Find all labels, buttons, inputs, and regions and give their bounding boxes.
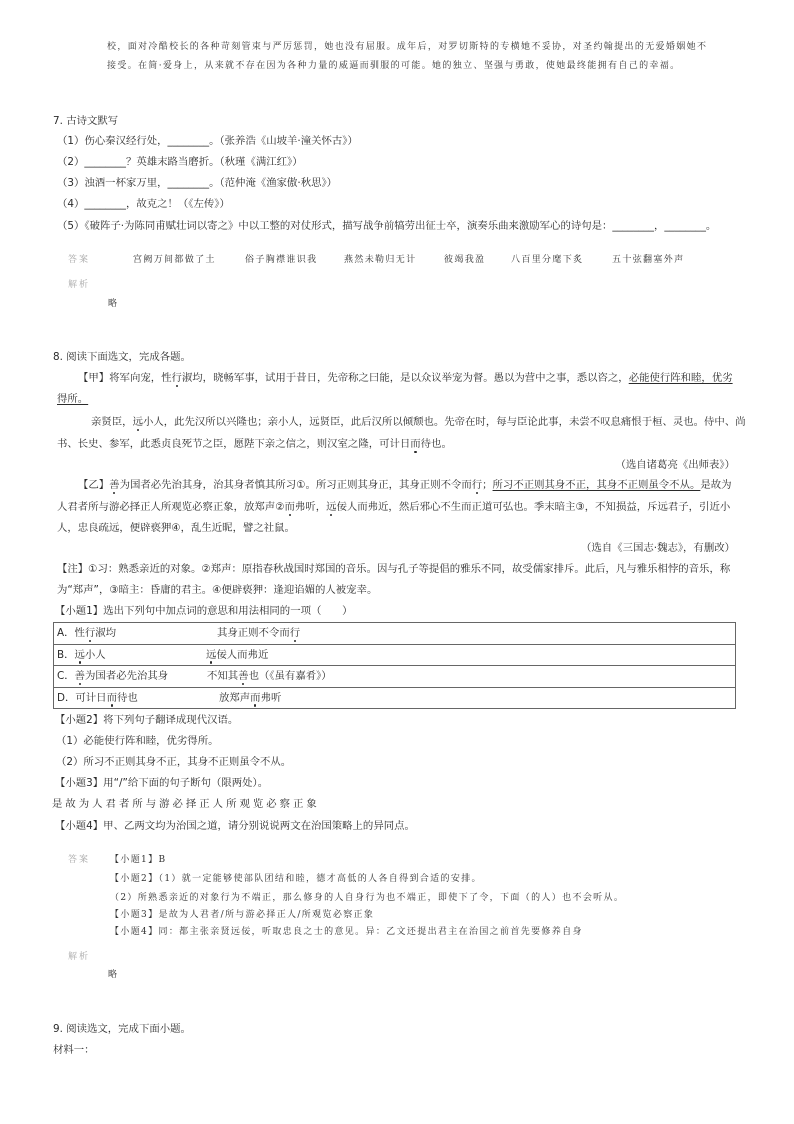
dotted-char: 行 <box>471 479 483 491</box>
sub-question-4-prompt: 【小题4】甲、乙两文均为治国之道，请分别说说两文在治国策略上的异同点。 <box>55 820 415 832</box>
text-segment: 待也。 <box>420 438 452 450</box>
dotted-char: 善 <box>109 479 120 491</box>
question-8-answer-line: （2）所熟悉亲近的对象行为不端正，那么修身的人自身行为也不端正，即使下了令，下面（的人）也不会听从。 <box>110 893 625 903</box>
text-segment: 为国者必先治其身 <box>85 670 169 682</box>
option-left <box>57 645 106 666</box>
passage-jia-line <box>91 415 746 429</box>
option-right <box>206 645 268 666</box>
analysis-label: 解析 <box>68 952 91 962</box>
option-left <box>57 688 138 709</box>
dotted-char: 行 <box>289 627 301 639</box>
text-segment: 佞人而弗近，然后邪心不生而正道可弘也。季末暗主③，不知损益，斥远君子，引近小 <box>336 501 731 513</box>
passage-yi-line <box>57 521 295 535</box>
dotted-char: 而 <box>410 438 421 450</box>
option-row-d <box>54 687 735 709</box>
text-segment: C． <box>57 670 75 682</box>
dotted-char: 远 <box>326 501 337 513</box>
question-7-item: （2）________？英雄末路当磨折。（秋瑾《满江红》） <box>57 156 303 168</box>
text-segment: A．性 <box>57 627 85 639</box>
question-7-item: （5）《破阵子·为陈同甫赋壮词以寄之》中以工整的对仗形式，描写战争前犒劳出征士卒，演奏乐曲来激励军心的诗句是：________，________。 <box>57 220 717 232</box>
passage-yi-line <box>78 478 732 492</box>
option-row-a <box>54 623 735 644</box>
analysis-text: 略 <box>108 299 119 309</box>
passage-jia-line <box>78 371 733 385</box>
underlined-phrase: 得所。 <box>57 393 89 405</box>
material-label: 材料一： <box>53 1044 95 1056</box>
option-left <box>57 666 168 687</box>
question-7-item: （3）浊酒一杯家万里，________。（范仲淹《渔家傲·秋思》） <box>57 177 338 189</box>
text-segment: B． <box>57 648 75 661</box>
underlined-phrase: 必能使行阵和睦，优劣 <box>628 372 733 384</box>
text-segment: 其身正则不令而 <box>217 627 290 639</box>
text-segment: 淑均，晓畅军事，试用于昔日，先帝称之曰能，是以众议举宠为督。愚以为营中之事，悉以咨之， <box>181 372 629 384</box>
text-segment: ； <box>482 479 493 491</box>
dotted-char: 而 <box>250 691 261 704</box>
question-7-answer: 八百里分麾下炙 <box>511 255 584 265</box>
analysis-text: 略 <box>108 970 119 980</box>
text-segment: 弗听， <box>294 501 327 513</box>
question-8-answer-line: 【小题3】是故为人君者/所与游必择正人/所观览必察正象 <box>110 910 375 920</box>
previous-answer-line: 校，面对冷酷校长的各种苛刻管束与严厉惩罚，她也没有屈服。成年后，对罗切斯特的专横她不妥协，对圣约翰提出的无爱婚姻她不 <box>107 42 708 52</box>
option-left <box>57 623 116 644</box>
underlined-phrase: 所习不正则其身不正，其身不正则虽令不从。 <box>492 479 701 491</box>
text-segment: 是故为 <box>700 479 732 491</box>
text-segment: 放郑声 <box>219 691 251 704</box>
text-segment: 书、长史、参军，此悉贞良死节之臣，愿陛下亲之信之，则汉室之隆，可计日 <box>57 438 411 450</box>
text-segment: 不知其 <box>207 670 239 682</box>
text-segment: 【乙】 <box>78 479 110 491</box>
question-7-answer: 彼竭我盈 <box>444 255 486 265</box>
question-7-item: （1）伤心秦汉经行处，________。（张养浩《山坡羊·潼关怀古》） <box>57 135 358 147</box>
dotted-char: 而 <box>284 501 295 513</box>
text-segment: 人，忠良疏远，便辟亵狎④，乱生近昵，譬之社鼠。 <box>57 522 295 534</box>
question-8-answer-line: 【小题1】B <box>110 855 167 865</box>
previous-answer-line: 接受。在简·爱身上，从来就不存在因为各种力量的威逼而驯服的可能。她的独立、坚强与勇敢，使她最终能拥有自己的幸福。 <box>107 61 681 71</box>
options-table <box>53 622 736 709</box>
analysis-label: 解析 <box>68 280 91 290</box>
text-segment: 也（《虽有嘉肴》） <box>248 670 332 682</box>
sub-question-2-item: （1）必能使行阵和睦，优劣得所。 <box>56 735 219 747</box>
text-segment: 佞人而弗近 <box>216 648 269 661</box>
question-7-answer: 宫阙万间都做了土 <box>133 255 216 265</box>
option-right <box>207 666 332 687</box>
sub-question-1-prompt: 【小题1】选出下列句中加点词的意思和用法相同的一项（ ） <box>55 605 353 617</box>
dotted-char: 行 <box>171 372 182 384</box>
passage-yi-line <box>57 500 730 514</box>
sub-question-3-sentence: 是故为人君者所与游必择正人所观览必察正象 <box>52 798 320 810</box>
text-segment: 为国者必先治其身，治其身者慎其所习①。所习正则其身正，其身正则不令而 <box>119 479 472 491</box>
option-row-b <box>54 644 735 666</box>
dotted-char: 善 <box>74 670 86 682</box>
text-segment: 亲贤臣， <box>91 416 133 428</box>
sub-question-3-prompt: 【小题3】用“/”给下面的句子断句（限两处）。 <box>55 777 269 789</box>
question-7-answer: 五十弦翻塞外声 <box>612 255 685 265</box>
question-7-item: （4）________，故克之！（《左传》） <box>57 198 230 210</box>
sub-question-2-prompt: 【小题2】将下列句子翻译成现代汉语。 <box>55 714 239 726</box>
question-9-title: 9. 阅读选文，完成下面小题。 <box>53 1023 191 1035</box>
dotted-char: 善 <box>238 670 249 682</box>
option-right <box>219 688 281 709</box>
dotted-char: 行 <box>84 627 96 639</box>
question-7-answer: 俗子胸襟谁识我 <box>245 255 318 265</box>
question-8-title: 8. 阅读下面选文，完成各题。 <box>53 351 191 363</box>
option-right <box>217 623 300 644</box>
question-8-answer-line: 【小题4】同：都主张亲贤远佞，听取忠良之士的意见。异：乙文还提出君主在治国之前首先要修养自身 <box>110 927 583 937</box>
dotted-char: 而 <box>106 691 117 704</box>
text-segment: 人君者所与游必择正人所观览必察正象，放郑声② <box>57 501 285 513</box>
text-segment: 【甲】将军向宠，性 <box>78 372 172 384</box>
text-segment: 待也 <box>116 691 138 704</box>
text-segment: 淑均 <box>95 627 117 639</box>
dotted-char: 远 <box>132 416 143 428</box>
text-segment: D．可计日 <box>57 691 107 704</box>
passage-jia-line <box>57 437 452 451</box>
text-segment: 弗听 <box>260 691 282 704</box>
text-segment: 小人 <box>84 648 106 661</box>
text-segment: 小人，此先汉所以兴隆也；亲小人，远贤臣，此后汉所以倾颓也。先帝在时，每与臣论此事，未尝不叹息痛恨于桓、灵也。侍中、尚 <box>142 416 746 428</box>
option-row-c <box>54 665 735 687</box>
question-7-answer: 燕然未勒归无计 <box>344 255 417 265</box>
question-7-title: 7. 古诗文默写 <box>53 115 119 127</box>
passage-yi-source: （选自《三国志·魏志》，有删改） <box>581 542 735 554</box>
answer-label: 答案 <box>68 855 91 865</box>
notes-line: 【注】①习：熟悉亲近的对象。②郑声：原指春秋战国时郑国的音乐。因与孔子等提倡的雅乐不同，故受儒家排斥。此后，凡与雅乐相悖的音乐，称 <box>57 563 731 575</box>
notes-line: 为“郑声”，③暗主：昏庸的君主。④便辟亵狎：逢迎谄媚的人被宠幸。 <box>57 584 378 596</box>
dotted-char: 远 <box>206 648 217 661</box>
passage-jia-line <box>57 392 88 406</box>
answer-label: 答案 <box>68 255 91 265</box>
passage-jia-source: （选自诸葛亮《出师表》） <box>615 459 735 471</box>
dotted-char: 远 <box>74 648 85 661</box>
question-8-answer-line: 【小题2】（1）就一定能够使部队团结和睦，德才高低的人各自得到合适的安排。 <box>110 874 482 884</box>
sub-question-2-item: （2）所习不正则其身不正，其身不正则虽令不从。 <box>56 756 292 768</box>
